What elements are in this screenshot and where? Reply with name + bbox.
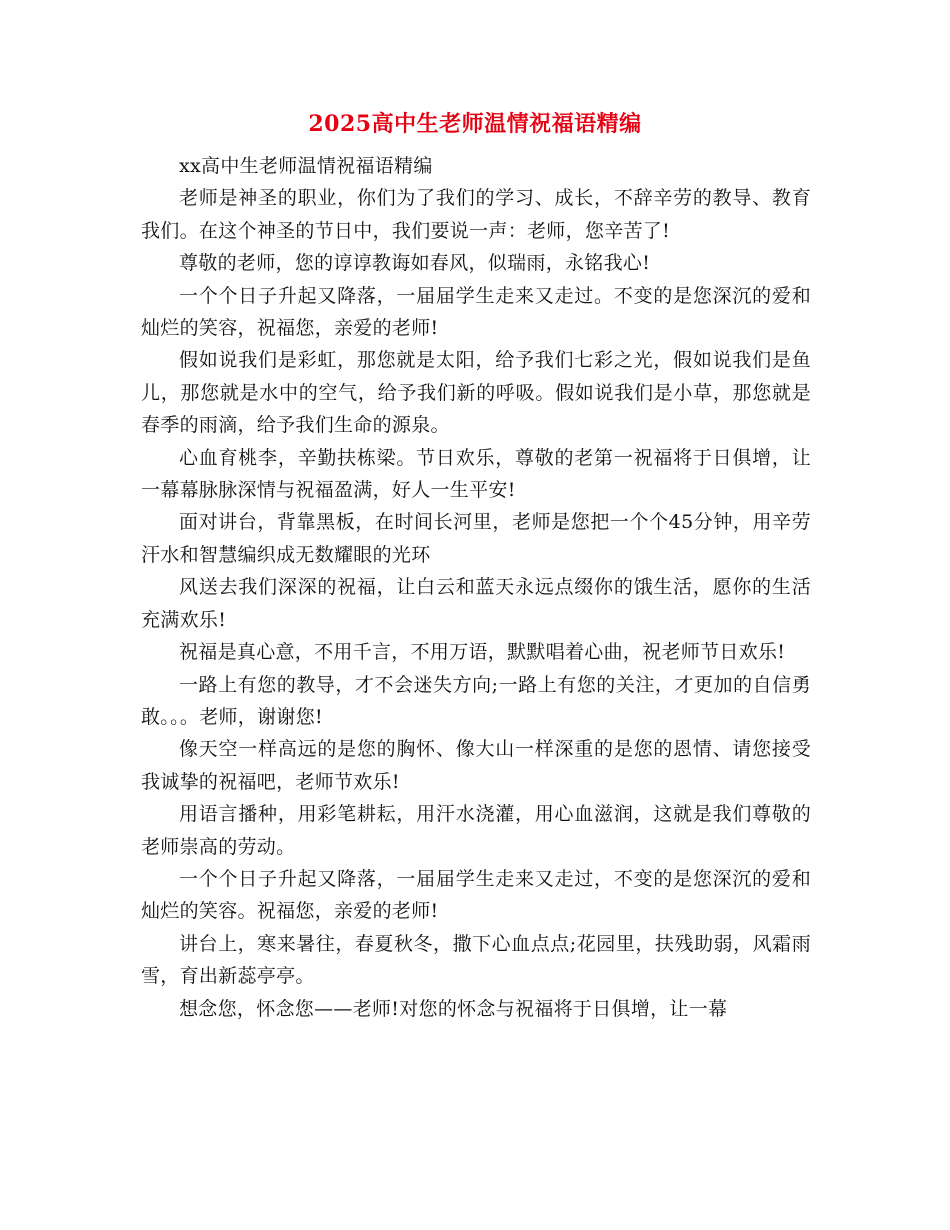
paragraph: 心血育桃李，辛勤扶栋梁。节日欢乐，尊敬的老第一祝福将于日俱增，让一幕幕脉脉深情与祝福盈满，好人一生平安! <box>141 446 811 502</box>
paragraph: 一个个日子升起又降落，一届届学生走来又走过。不变的是您深沉的爱和灿烂的笑容，祝福您，亲爱的老师! <box>141 284 811 340</box>
document-title: 2025高中生老师温情祝福语精编 <box>308 111 642 137</box>
paragraph: 面对讲台，背靠黑板，在时间长河里，老师是您把一个个45分钟，用辛劳汗水和智慧编织成无数耀眼的光环 <box>141 511 811 566</box>
document-body <box>141 150 811 1025</box>
paragraph: 祝福是真心意，不用千言，不用万语，默默唱着心曲，祝老师节日欢乐! <box>179 641 786 664</box>
paragraph: 一个个日子升起又降落，一届届学生走来又走过，不变的是您深沉的爱和灿烂的笑容。祝福您，亲爱的老师! <box>141 867 811 923</box>
paragraph: 讲台上，寒来暑往，春夏秋冬，撒下心血点点;花园里，扶残助弱，风霜雨雪，育出新蕊亭亭。 <box>141 932 811 988</box>
paragraph: 想念您，怀念您——老师!对您的怀念与祝福将于日俱增，让一幕 <box>179 997 728 1020</box>
paragraph: 老师是神圣的职业，你们为了我们的学习、成长，不辞辛劳的教导、教育我们。在这个神圣的节日中，我们要说一声：老师，您辛苦了! <box>141 187 811 242</box>
paragraph: 风送去我们深深的祝福，让白云和蓝天永远点缀你的饿生活，愿你的生活充满欢乐! <box>141 576 811 631</box>
paragraph: 尊敬的老师，您的谆谆教诲如春风，似瑞雨，永铭我心! <box>179 252 651 275</box>
paragraph-subtitle: xx高中生老师温情祝福语精编 <box>179 155 433 177</box>
paragraph: 用语言播种，用彩笔耕耘，用汗水浇灌，用心血滋润，这就是我们尊敬的老师崇高的劳动。 <box>141 803 811 858</box>
paragraph: 假如说我们是彩虹，那您就是太阳，给予我们七彩之光，假如说我们是鱼儿，那您就是水中的空气，给予我们新的呼吸。假如说我们是小草，那您就是春季的雨滴，给予我们生命的源泉。 <box>141 349 811 437</box>
paragraph: 一路上有您的教导，才不会迷失方向;一路上有您的关注，才更加的自信勇敢。。。老师，谢谢您! <box>141 673 811 728</box>
paragraph: 像天空一样高远的是您的胸怀、像大山一样深重的是您的恩情、请您接受我诚挚的祝福吧，老师节欢乐! <box>141 738 811 793</box>
